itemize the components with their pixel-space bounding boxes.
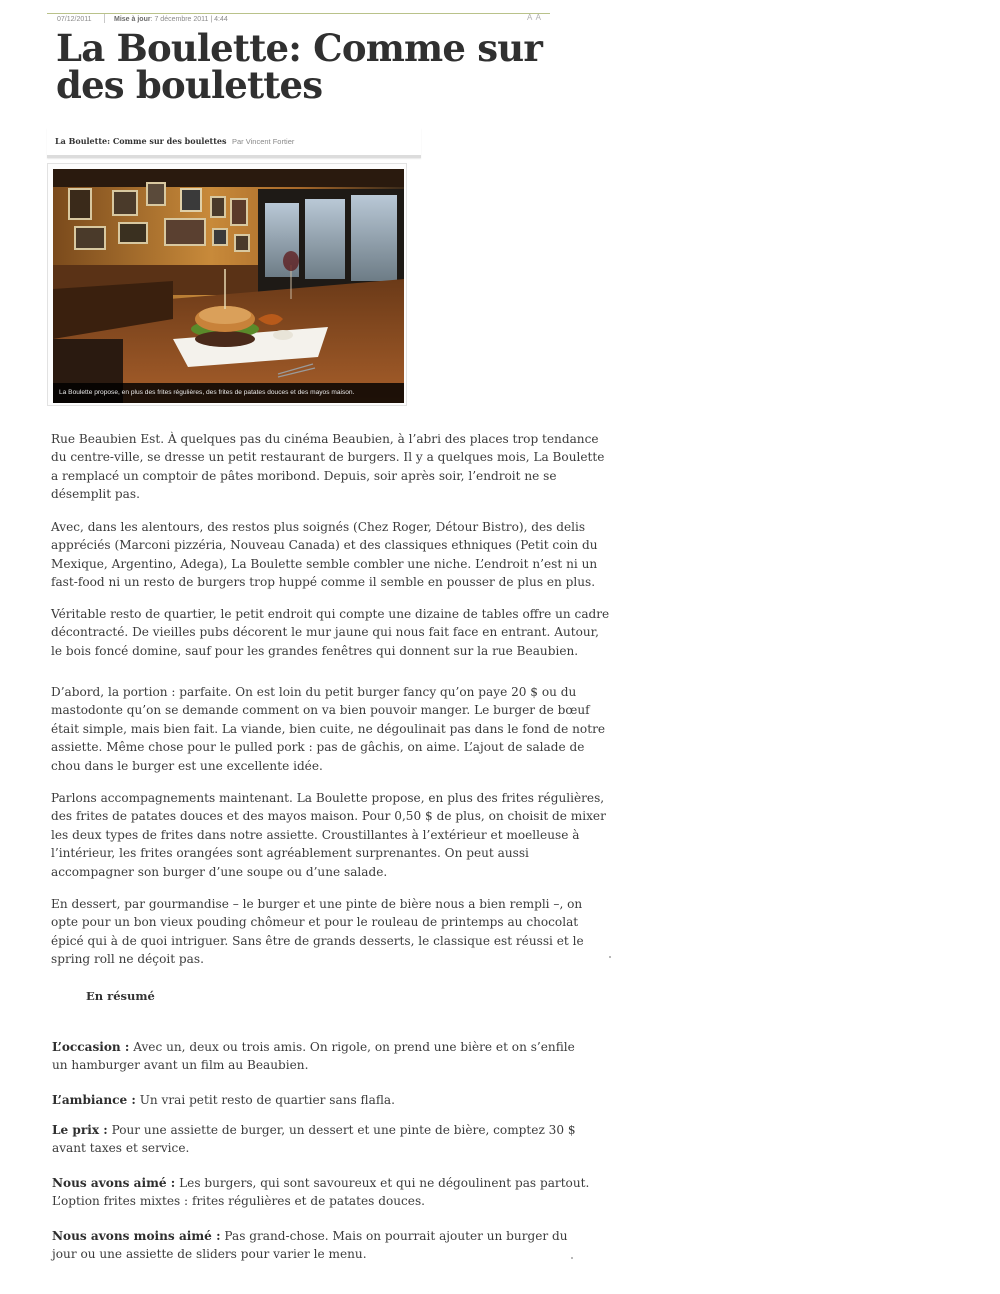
summary-text: Avec un, deux ou trois amis. On rigole, on prend une bière et on s’enfile un hamburger avant un film au Beaubien. [52, 1040, 575, 1072]
burger-restaurant-image [53, 169, 404, 403]
photo-caption: La Boulette propose, en plus des frites régulières, des frites de patates douces et des mayos maison. [53, 383, 404, 403]
byline-author[interactable]: Par Vincent Fortier [232, 137, 295, 146]
summary-label: L’occasion : [52, 1040, 130, 1054]
summary-item-occasion [52, 1038, 592, 1074]
article-headline: La Boulette: Comme sur des boulettes [56, 26, 543, 107]
restaurant-photo[interactable] [53, 169, 404, 403]
summary-label: Le prix : [52, 1123, 108, 1137]
meta-divider [104, 14, 105, 23]
paragraph: Avec, dans les alentours, des restos plus soignés (Chez Roger, Détour Bistro), des delis appréciés (Marconi pizzéria, Nouveau Canada) et des classiques ethniques (Petit coin du Mexique, Argentino, Adega), La Boulette semble combler une niche. L’endroit n’est ni un fast-food ni un resto de burgers trop huppé comme il semble en pousser de plus en plus. [51, 520, 598, 590]
summary-item-disliked [52, 1227, 592, 1263]
summary-text: Pour une assiette de burger, un dessert et une pinte de bière, comptez 30 $ avant taxes et service. [52, 1123, 576, 1155]
article-photo-frame [47, 163, 407, 406]
summary-text: Pas grand-chose. Mais on pourrait ajouter un burger du jour ou une assiette de sliders pour varier le menu. [52, 1229, 568, 1261]
paragraph: En dessert, par gourmandise – le burger et une pinte de bière nous a bien rempli –, on opte pour un bon vieux pouding chômeur et pour le rouleau de printemps au chocolat épicé qui à de quoi intriguer. Sans être de grands desserts, le classique est réussi et le spring roll ne déçoit pas. [51, 897, 584, 967]
byline-title: La Boulette: Comme sur des boulettes [55, 136, 227, 146]
scan-speck [609, 956, 611, 958]
article-meta-bar [47, 13, 550, 24]
update-info [114, 16, 228, 23]
summary-heading: En résumé [86, 989, 155, 1003]
summary-label: Nous avons moins aimé : [52, 1229, 221, 1243]
summary-item-liked [52, 1174, 592, 1210]
summary-text: Les burgers, qui sont savoureux et qui ne dégoulinent pas partout. L’option frites mixtes : frites régulières et de patates douces. [52, 1176, 590, 1208]
summary-item-price [52, 1121, 592, 1157]
publish-date: 07/12/2011 [57, 16, 92, 23]
byline-bar [47, 128, 421, 158]
paragraph: D’abord, la portion : parfaite. On est loin du petit burger fancy qu’on paye 20 $ ou du mastodonte qu’on se demande comment on va bien pouvoir manger. Le burger de bœuf était simple, mais bien fait. La viande, bien cuite, ne dégoulinait pas dans le fond de notre assiette. Même chose pour le pulled pork : pas de gâchis, on aime. L’ajout de salade de chou dans le burger est une excellente idée. [51, 685, 606, 773]
summary-label: L’ambiance : [52, 1093, 136, 1107]
scan-speck [571, 1257, 573, 1259]
update-label: Mise à jour [114, 16, 151, 23]
summary-label: Nous avons aimé : [52, 1176, 176, 1190]
update-value: : 7 décembre 2011 | 4:44 [150, 16, 228, 23]
font-size-control[interactable]: A A [526, 13, 542, 22]
summary-text: Un vrai petit resto de quartier sans flafla. [135, 1093, 395, 1107]
paragraph: Rue Beaubien Est. À quelques pas du cinéma Beaubien, à l’abri des places trop tendance du centre-ville, se dresse un petit restaurant de burgers. Il y a quelques mois, La Boulette a remplacé un comptoir de pâtes moribond. Depuis, soir après soir, l’endroit ne se désemplit pas. [51, 432, 605, 502]
summary-item-ambiance [52, 1091, 592, 1109]
paragraph: Véritable resto de quartier, le petit endroit qui compte une dizaine de tables offre un cadre décontracté. De vieilles pubs décorent le mur jaune qui nous fait face en entrant. Autour, le bois foncé domine, sauf pour les grandes fenêtres qui donnent sur la rue Beaubien. [51, 607, 610, 658]
paragraph: Parlons accompagnements maintenant. La Boulette propose, en plus des frites régulières, des frites de patates douces et des mayos maison. Pour 0,50 $ de plus, on choisit de mixer les deux types de frites dans notre assiette. Croustillantes à l’extérieur et moelleuse à l’intérieur, les frites orangées sont agréablement surprenantes. On peut aussi accompagner son burger d’une soupe ou d’une salade. [51, 791, 606, 879]
